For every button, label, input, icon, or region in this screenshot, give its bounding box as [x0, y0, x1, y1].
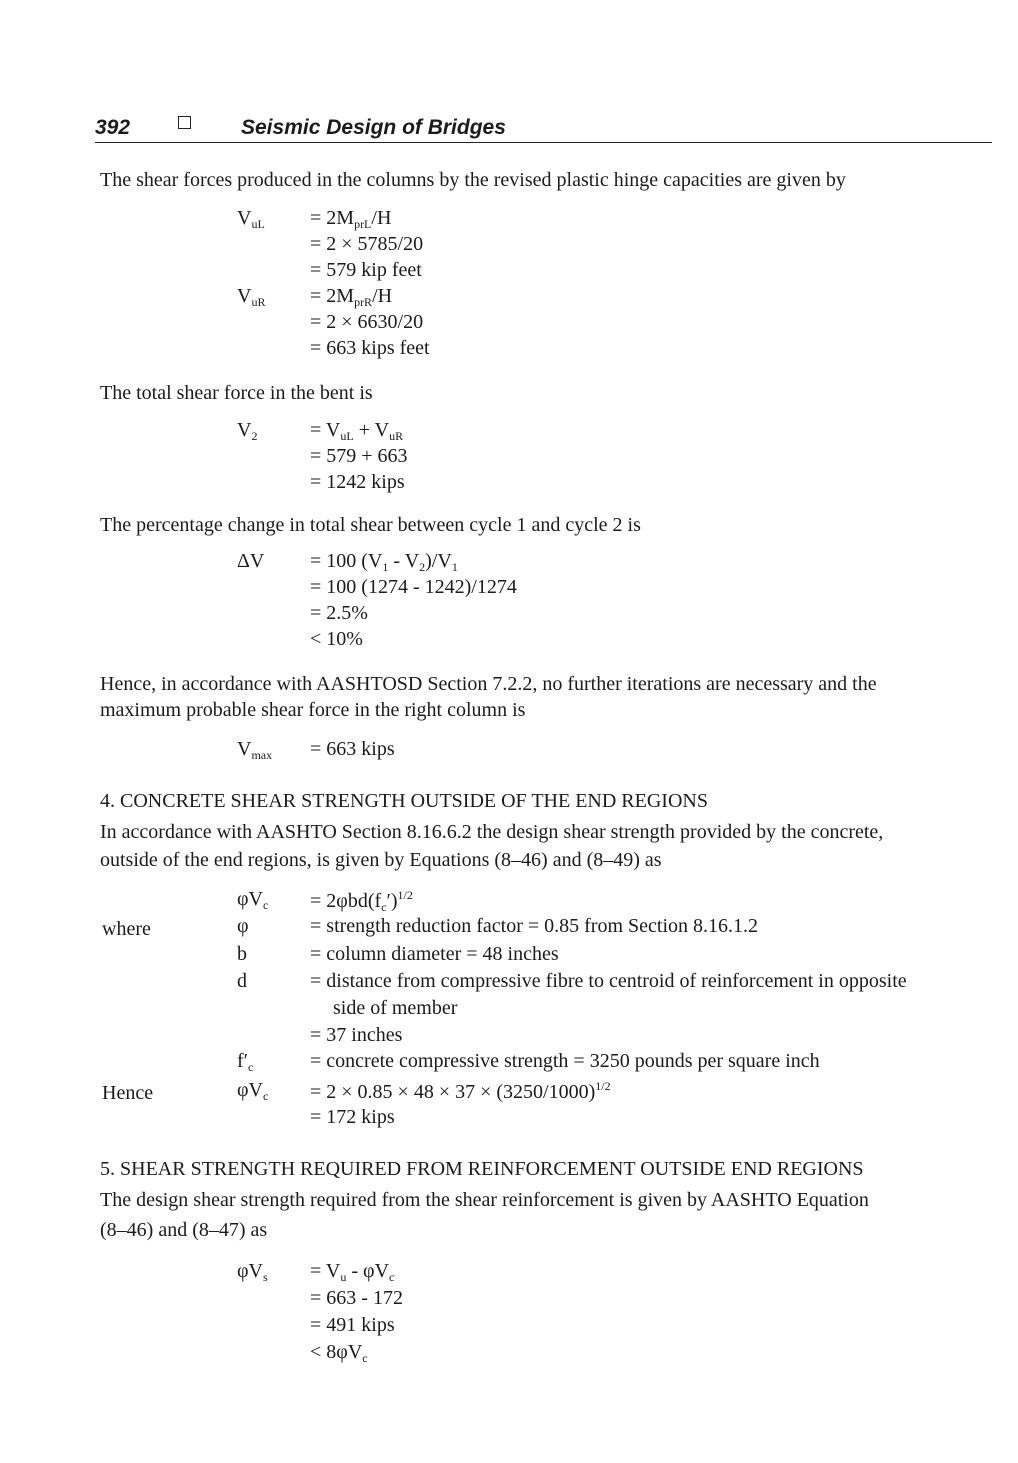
eq-v2-line3: = 1242 kips — [310, 471, 405, 493]
eq-vul-line3: = 579 kip feet — [310, 259, 422, 281]
paragraph-hence-line2: maximum probable shear force in the right column is — [100, 699, 526, 721]
eq-v2-line2: = 579 + 663 — [310, 445, 408, 467]
eq-vur-line1: = $2M_{prR}/H$ — [310, 285, 393, 309]
eq-vur-symbol: $V_{uR}$ — [237, 285, 266, 309]
header-square-icon — [178, 116, 191, 129]
eq-phi-symbol: φ — [237, 915, 249, 937]
running-header-title: Seismic Design of Bridges — [241, 116, 506, 139]
paragraph-hence-line1: Hence, in accordance with AASHTOSD Section 7.2.2, no further iterations are necessary and the — [100, 673, 877, 695]
paragraph-percentage-change: The percentage change in total shear between cycle 1 and cycle 2 is — [100, 514, 641, 536]
section-4-line2: outside of the end regions, is given by Equations (8–46) and (8–49) as — [100, 849, 662, 871]
eq-phivs-line4: < $8\varphi V_c$ — [310, 1341, 368, 1365]
eq-fc-symbol: $f'_c$ — [237, 1050, 254, 1074]
eq-phivc-symbol: $\varphi V_c$ — [237, 888, 269, 912]
eq-vur-line3: = 663 kips feet — [310, 337, 430, 359]
eq-fc-definition: = concrete compressive strength = 3250 pounds per square inch — [310, 1050, 820, 1072]
eq-d-definition-line3: = 37 inches — [310, 1024, 403, 1046]
eq-v2-line1: = $V_{uL} + V_{uR}$ — [310, 419, 404, 443]
eq-phi-definition: = strength reduction factor = 0.85 from Section 8.16.1.2 — [310, 915, 759, 937]
eq-b-symbol: b — [237, 943, 247, 965]
section-4-heading: 4. CONCRETE SHEAR STRENGTH OUTSIDE OF THE END REGIONS — [100, 790, 708, 812]
eq-phivs-line1: = $V_u - \varphi V_c$ — [310, 1260, 395, 1284]
eq-hence-phivc-line1: = $2 \times 0.85 \times 48 \times 37 \times (3250/1000)^{1/2}$ — [310, 1079, 611, 1103]
where-label: where — [102, 918, 151, 940]
eq-vul-symbol: $V_{uL}$ — [237, 207, 265, 231]
eq-phivs-line3: = 491 kips — [310, 1314, 395, 1336]
hence-label: Hence — [102, 1082, 154, 1104]
eq-dv-line2: = 100 (1274 - 1242)/1274 — [310, 576, 517, 598]
eq-dv-line3: = 2.5% — [310, 602, 368, 624]
eq-d-definition-line2: side of member — [333, 997, 458, 1019]
eq-dv-line4: < 10% — [310, 628, 363, 650]
paragraph-intro: The shear forces produced in the columns by the revised plastic hinge capacities are given by — [100, 169, 846, 191]
eq-d-definition-line1: = distance from compressive fibre to centroid of reinforcement in opposite — [310, 970, 907, 992]
eq-b-definition: = column diameter = 48 inches — [310, 943, 559, 965]
running-header — [95, 116, 992, 143]
eq-vul-line1: = $2M_{prL}/H$ — [310, 207, 392, 231]
eq-phivs-line2: = 663 - 172 — [310, 1287, 403, 1309]
eq-vul-line2: = 2 × 5785/20 — [310, 233, 424, 255]
eq-vmax-symbol: $V_{max}$ — [237, 738, 273, 762]
section-5-line1: The design shear strength required from the shear reinforcement is given by AASHTO Equation — [100, 1189, 869, 1211]
page-number: 392 — [95, 116, 131, 139]
eq-d-symbol: d — [237, 970, 247, 992]
section-5-line2: (8–46) and (8–47) as — [100, 1219, 268, 1241]
eq-phivc-formula: = $2\varphi bd(f_c')^{1/2}$ — [310, 888, 413, 914]
eq-dv-symbol: ΔV — [237, 550, 265, 572]
paragraph-total-shear: The total shear force in the bent is — [100, 382, 373, 404]
eq-v2-symbol: $V_2$ — [237, 419, 258, 443]
eq-hence-phivc-line2: = 172 kips — [310, 1106, 395, 1128]
eq-vur-line2: = 2 × 6630/20 — [310, 311, 424, 333]
section-5-heading: 5. SHEAR STRENGTH REQUIRED FROM REINFORCEMENT OUTSIDE END REGIONS — [100, 1158, 864, 1180]
eq-dv-line1: = 100 $(V_1 - V_2)/V_1$ — [310, 550, 458, 574]
eq-phivs-symbol: $\varphi V_s$ — [237, 1260, 268, 1284]
section-4-line1: In accordance with AASHTO Section 8.16.6.2 the design shear strength provided by the concrete, — [100, 821, 884, 843]
eq-vmax-value: = 663 kips — [310, 738, 395, 760]
eq-hence-phivc-symbol: $\varphi V_c$ — [237, 1079, 269, 1103]
